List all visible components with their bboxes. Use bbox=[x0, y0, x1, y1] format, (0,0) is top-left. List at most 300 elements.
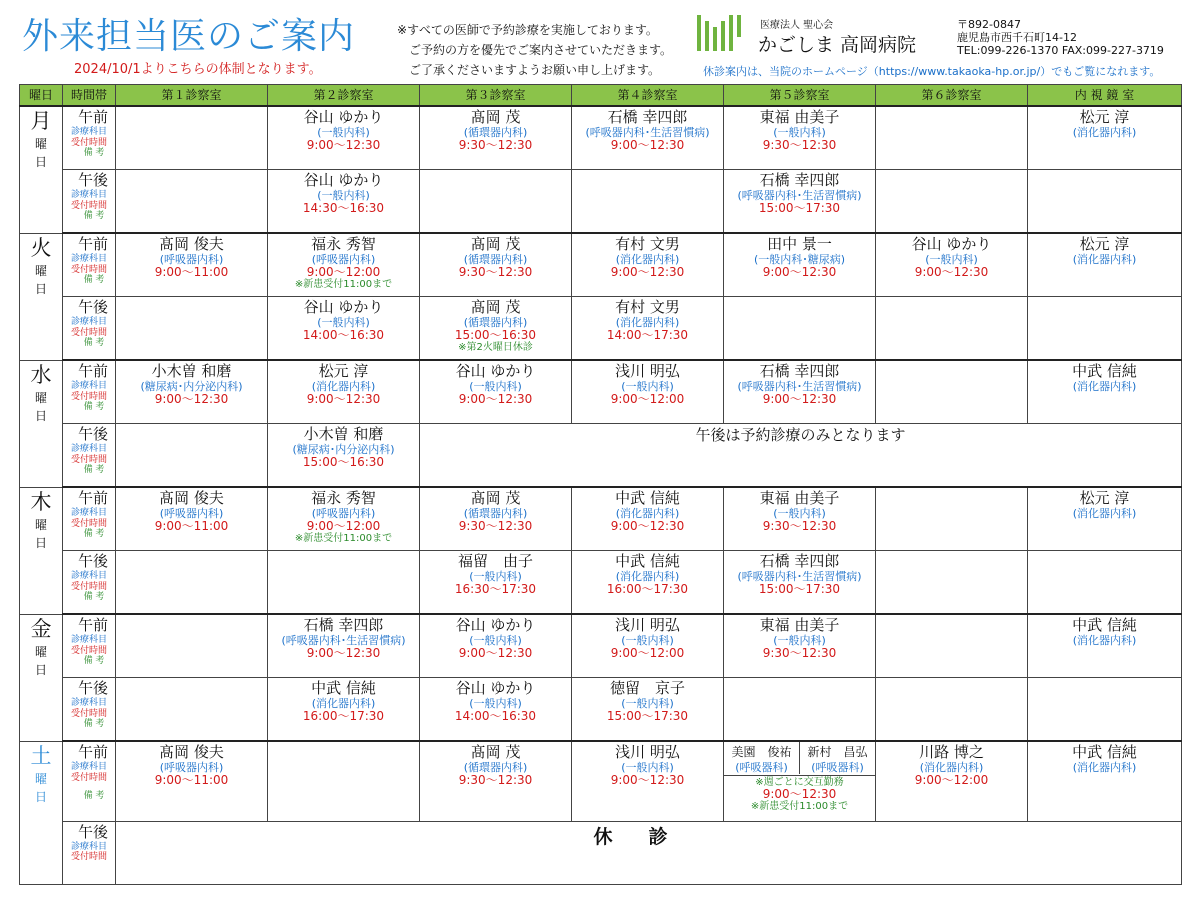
room-cell bbox=[116, 741, 268, 821]
department: (呼吸器内科) bbox=[159, 507, 224, 520]
table-row bbox=[20, 297, 1182, 361]
room-cell bbox=[420, 360, 572, 424]
room-cell bbox=[572, 170, 724, 234]
dept-label: 診療科目 bbox=[70, 571, 107, 581]
doctor-name: 髙岡 茂 bbox=[470, 235, 521, 253]
room-cell bbox=[1028, 551, 1182, 615]
doctor-name: 有村 文男 bbox=[615, 235, 680, 253]
time-label: 受付時間 bbox=[70, 327, 107, 338]
doctor-name: 石橋 幸四郎 bbox=[607, 108, 688, 126]
doctor-name: 谷山 ゆかり bbox=[911, 235, 992, 253]
department: (一般内科) bbox=[621, 380, 674, 393]
slot-label: 午前 bbox=[77, 489, 108, 507]
time-label: 受付時間 bbox=[70, 391, 107, 402]
hours: 9:00～11:00 bbox=[154, 265, 229, 279]
department: (消化器内科) bbox=[1072, 761, 1137, 774]
hours: 9:00～12:30 bbox=[458, 646, 533, 660]
hours: 9:30～12:30 bbox=[458, 265, 533, 279]
shared-details bbox=[724, 775, 875, 812]
hours: 15:00～16:30 bbox=[302, 455, 385, 469]
hospital-name: かごしま 高岡病院 bbox=[758, 34, 917, 56]
hours: 16:00～17:30 bbox=[606, 582, 689, 596]
hours: 9:00～12:30 bbox=[306, 138, 381, 152]
slot-label: 午後 bbox=[77, 171, 108, 189]
table-row bbox=[20, 170, 1182, 234]
doctor-slot bbox=[800, 742, 875, 774]
slot-am bbox=[63, 487, 116, 551]
doctor-name: 浅川 明弘 bbox=[615, 616, 680, 634]
department: (消化器内科) bbox=[919, 761, 984, 774]
department: (循環器内科) bbox=[463, 507, 528, 520]
doctor-name: 髙岡 俊夫 bbox=[159, 235, 224, 253]
room-cell bbox=[116, 551, 268, 615]
hours: 9:00～12:30 bbox=[610, 265, 685, 279]
department: (呼吸器内科･生活習慣病) bbox=[281, 634, 406, 647]
day-suffix: 日 bbox=[34, 155, 47, 169]
remark: ※新患受付11:00まで bbox=[750, 801, 849, 812]
table-row bbox=[20, 614, 1182, 678]
hours: 15:00～16:30 bbox=[454, 328, 537, 342]
doctor-name: 谷山 ゆかり bbox=[455, 362, 536, 380]
note-line: ※すべての医師で予約診療を実施しております。 bbox=[397, 23, 658, 37]
doctor-name: 東福 由美子 bbox=[759, 616, 840, 634]
day-suffix: 日 bbox=[34, 535, 47, 550]
hours: 9:00～12:30 bbox=[458, 392, 533, 406]
room-cell bbox=[116, 424, 268, 488]
note-label: 備 考 bbox=[83, 592, 105, 602]
day-suffix: 曜 bbox=[34, 771, 47, 786]
doctor-name: 新村 昌弘 bbox=[807, 745, 868, 759]
department: (呼吸器内科･生活習慣病) bbox=[737, 570, 862, 583]
hours: 14:00～16:30 bbox=[454, 709, 537, 723]
page-header bbox=[0, 0, 1200, 84]
slot-label: 午後 bbox=[77, 679, 108, 697]
day-suffix: 日 bbox=[34, 408, 47, 423]
department: (循環器内科) bbox=[463, 126, 528, 139]
department: (一般内科) bbox=[773, 126, 826, 139]
hours: 15:00～17:30 bbox=[606, 709, 689, 723]
col-room-4: 第４診察室 bbox=[572, 85, 724, 107]
alternating-doctors bbox=[724, 742, 875, 774]
note-label: 備 考 bbox=[83, 656, 105, 666]
note-label: 備 考 bbox=[83, 719, 105, 729]
effective-date-note: 2024/10/1よりこちらの体制となります。 bbox=[74, 62, 322, 77]
doctor-name: 谷山 ゆかり bbox=[303, 298, 384, 316]
room-cell bbox=[116, 170, 268, 234]
department: (消化器内科) bbox=[1072, 380, 1137, 393]
department: (一般内科) bbox=[773, 507, 826, 520]
hours: 9:00～12:00 bbox=[610, 392, 685, 406]
room-cell bbox=[724, 678, 876, 742]
department: (消化器内科) bbox=[615, 570, 680, 583]
room-cell bbox=[1028, 487, 1182, 551]
room-cell bbox=[268, 678, 420, 742]
room-cell bbox=[572, 614, 724, 678]
doctor-name: 小木曽 和磨 bbox=[151, 362, 232, 380]
day-wednesday bbox=[20, 360, 63, 487]
department: (呼吸器内科) bbox=[159, 253, 224, 266]
table-row bbox=[20, 741, 1182, 821]
room-cell bbox=[268, 424, 420, 488]
doctor-name: 福永 秀智 bbox=[311, 489, 376, 507]
slot-am bbox=[63, 233, 116, 297]
hours: 9:00～12:00 bbox=[306, 519, 381, 533]
department: (消化器内科) bbox=[615, 507, 680, 520]
room-cell bbox=[268, 487, 420, 551]
doctor-name: 川路 博之 bbox=[919, 743, 984, 761]
room-cell bbox=[116, 106, 268, 170]
doctor-name: 谷山 ゆかり bbox=[455, 679, 536, 697]
note-label: 備 考 bbox=[83, 465, 105, 475]
room-cell bbox=[876, 614, 1028, 678]
doctor-name: 松元 淳 bbox=[1079, 108, 1130, 126]
reservation-notes bbox=[397, 20, 672, 80]
doctor-name: 石橋 幸四郎 bbox=[759, 362, 840, 380]
hours: 16:30～17:30 bbox=[454, 582, 537, 596]
closed-message: 休診 bbox=[116, 821, 1182, 884]
time-label: 受付時間 bbox=[70, 264, 107, 275]
hours: 9:00～11:00 bbox=[154, 773, 229, 787]
department: (消化器内科) bbox=[1072, 507, 1137, 520]
department: (一般内科) bbox=[773, 634, 826, 647]
day-tuesday bbox=[20, 233, 63, 360]
slot-label: 午前 bbox=[77, 362, 108, 380]
table-row bbox=[20, 487, 1182, 551]
hospital-logo-icon bbox=[697, 15, 743, 51]
slot-label: 午後 bbox=[77, 822, 108, 841]
dept-label: 診療科目 bbox=[70, 254, 107, 264]
slot-label: 午前 bbox=[77, 743, 108, 761]
day-suffix: 日 bbox=[34, 789, 47, 804]
room-cell bbox=[268, 551, 420, 615]
hours: 9:00～12:30 bbox=[306, 646, 381, 660]
room-cell bbox=[724, 551, 876, 615]
hours: 9:30～12:30 bbox=[762, 519, 837, 533]
department: (一般内科) bbox=[469, 380, 522, 393]
slot-label: 午後 bbox=[77, 298, 108, 316]
hours: 14:30～16:30 bbox=[302, 201, 385, 215]
department: (一般内科) bbox=[621, 697, 674, 710]
note-label: 備 考 bbox=[83, 402, 105, 412]
slot-pm bbox=[63, 424, 116, 488]
room-cell-shared bbox=[724, 741, 876, 821]
department: (消化器内科) bbox=[311, 697, 376, 710]
room-cell bbox=[724, 297, 876, 361]
doctor-name: 髙岡 茂 bbox=[470, 108, 521, 126]
department: (消化器内科) bbox=[1072, 634, 1137, 647]
room-cell bbox=[116, 360, 268, 424]
table-row bbox=[20, 551, 1182, 615]
remark: ※新患受付11:00まで bbox=[294, 533, 393, 544]
room-cell bbox=[268, 360, 420, 424]
doctor-name: 髙岡 茂 bbox=[470, 298, 521, 316]
col-room-2: 第２診察室 bbox=[268, 85, 420, 107]
room-cell bbox=[420, 297, 572, 361]
doctor-name: 田中 景一 bbox=[767, 235, 832, 253]
hours: 14:00～16:30 bbox=[302, 328, 385, 342]
slot-label: 午前 bbox=[77, 616, 108, 634]
department: (消化器内科) bbox=[615, 316, 680, 329]
hours: 9:00～12:30 bbox=[914, 265, 989, 279]
time-label: 受付時間 bbox=[70, 518, 107, 529]
room-cell bbox=[572, 678, 724, 742]
doctor-name: 松元 淳 bbox=[1079, 489, 1130, 507]
slot-am bbox=[63, 360, 116, 424]
doctor-name: 小木曽 和磨 bbox=[303, 425, 384, 443]
day-suffix: 曜 bbox=[34, 390, 47, 405]
room-cell bbox=[876, 360, 1028, 424]
department: (循環器内科) bbox=[463, 316, 528, 329]
doctor-name: 髙岡 俊夫 bbox=[159, 743, 224, 761]
hours: 9:00～11:00 bbox=[154, 519, 229, 533]
remark: ※新患受付11:00まで bbox=[294, 279, 393, 290]
room-cell bbox=[876, 487, 1028, 551]
time-label: 受付時間 bbox=[70, 137, 107, 148]
department: (一般内科) bbox=[925, 253, 978, 266]
hours: 9:00～12:00 bbox=[610, 646, 685, 660]
doctor-name: 髙岡 茂 bbox=[470, 489, 521, 507]
hours: 14:00～17:30 bbox=[606, 328, 689, 342]
room-cell bbox=[1028, 741, 1182, 821]
slot-label: 午後 bbox=[77, 425, 108, 443]
day-suffix: 曜 bbox=[34, 137, 47, 151]
department: (呼吸器内科) bbox=[311, 253, 376, 266]
tel-fax: TEL:099-226-1370 FAX:099-227-3719 bbox=[957, 44, 1164, 57]
col-timeslot: 時間帯 bbox=[63, 85, 116, 107]
doctor-name: 髙岡 茂 bbox=[470, 743, 521, 761]
department: (呼吸器内科) bbox=[311, 507, 376, 520]
doctor-name: 松元 淳 bbox=[318, 362, 369, 380]
hours: 15:00～17:30 bbox=[758, 201, 841, 215]
room-cell bbox=[116, 233, 268, 297]
table-row bbox=[20, 106, 1182, 170]
department: (消化器内科) bbox=[1072, 126, 1137, 139]
room-cell bbox=[420, 487, 572, 551]
page-title: 外来担当医のご案内 bbox=[22, 16, 356, 57]
dept-label: 診療科目 bbox=[70, 381, 107, 391]
note-line: ご予約の方を優先でご案内させていただきます。 bbox=[409, 43, 673, 57]
room-cell bbox=[876, 551, 1028, 615]
department: (呼吸器内科･生活習慣病) bbox=[737, 189, 862, 202]
department: (一般内科) bbox=[469, 634, 522, 647]
hours: 9:00～12:30 bbox=[610, 138, 685, 152]
room-cell bbox=[420, 551, 572, 615]
slot-label: 午後 bbox=[77, 552, 108, 570]
doctor-name: 石橋 幸四郎 bbox=[759, 171, 840, 189]
slot-pm bbox=[63, 678, 116, 742]
room-cell bbox=[1028, 170, 1182, 234]
room-cell bbox=[724, 170, 876, 234]
department: (一般内科) bbox=[621, 761, 674, 774]
day-monday bbox=[20, 106, 63, 233]
department: (糖尿病･内分泌内科) bbox=[140, 380, 243, 393]
room-cell bbox=[724, 106, 876, 170]
note-label: 備 考 bbox=[83, 529, 105, 539]
website-note: 休診案内は、当院のホームページ（https://www.takaoka-hp.or.jp/）でもご覧になれます。 bbox=[703, 65, 1161, 78]
room-cell bbox=[572, 106, 724, 170]
room-cell bbox=[724, 614, 876, 678]
day-suffix: 曜 bbox=[34, 517, 47, 532]
department: (一般内科･糖尿病) bbox=[753, 253, 846, 266]
department: (呼吸器科) bbox=[735, 761, 788, 774]
room-cell bbox=[1028, 233, 1182, 297]
slot-pm bbox=[63, 170, 116, 234]
day-saturday bbox=[20, 741, 63, 884]
hours: 9:00～12:30 bbox=[306, 392, 381, 406]
doctor-name: 中武 信純 bbox=[311, 679, 376, 697]
table-row bbox=[20, 821, 1182, 884]
dept-label: 診療科目 bbox=[70, 190, 107, 200]
doctor-name: 石橋 幸四郎 bbox=[759, 552, 840, 570]
doctor-name: 浅川 明弘 bbox=[615, 743, 680, 761]
col-room-6: 第６診察室 bbox=[876, 85, 1028, 107]
table-row bbox=[20, 678, 1182, 742]
room-cell bbox=[268, 297, 420, 361]
hours: 9:00～12:30 bbox=[762, 392, 837, 406]
contact-block bbox=[957, 18, 1164, 57]
dept-label: 診療科目 bbox=[70, 698, 107, 708]
room-cell bbox=[1028, 614, 1182, 678]
doctor-name: 石橋 幸四郎 bbox=[303, 616, 384, 634]
hours: 9:30～12:30 bbox=[762, 646, 837, 660]
department: (呼吸器内科･生活習慣病) bbox=[737, 380, 862, 393]
col-room-1: 第１診察室 bbox=[116, 85, 268, 107]
room-cell bbox=[876, 741, 1028, 821]
dept-label: 診療科目 bbox=[70, 762, 107, 772]
hours: 9:00～12:00 bbox=[306, 265, 381, 279]
remark: ※第2火曜日休診 bbox=[458, 342, 533, 353]
doctor-name: 有村 文男 bbox=[615, 298, 680, 316]
doctor-name: 谷山 ゆかり bbox=[303, 108, 384, 126]
time-label: 受付時間 bbox=[70, 772, 107, 783]
dept-label: 診療科目 bbox=[70, 317, 107, 327]
room-cell bbox=[1028, 297, 1182, 361]
postal-code: 〒892-0847 bbox=[957, 18, 1021, 31]
doctor-name: 中武 信純 bbox=[615, 552, 680, 570]
room-cell bbox=[572, 741, 724, 821]
hours: 9:30～12:30 bbox=[458, 138, 533, 152]
dept-label: 診療科目 bbox=[70, 635, 107, 645]
room-cell bbox=[724, 360, 876, 424]
doctor-name: 浅川 明弘 bbox=[615, 362, 680, 380]
note-label: 備 考 bbox=[83, 791, 105, 801]
room-cell bbox=[420, 170, 572, 234]
note-label: 備 考 bbox=[83, 211, 105, 221]
slot-am bbox=[63, 106, 116, 170]
dept-label: 診療科目 bbox=[70, 841, 107, 852]
room-cell bbox=[876, 678, 1028, 742]
time-label: 受付時間 bbox=[70, 200, 107, 211]
room-cell bbox=[1028, 678, 1182, 742]
room-cell bbox=[724, 487, 876, 551]
doctor-name: 美園 俊祐 bbox=[731, 745, 792, 759]
room-cell bbox=[268, 741, 420, 821]
department: (消化器内科) bbox=[615, 253, 680, 266]
day-kanji: 土 bbox=[30, 743, 52, 768]
time-label: 受付時間 bbox=[70, 852, 107, 862]
doctor-name: 松元 淳 bbox=[1079, 235, 1130, 253]
room-cell bbox=[572, 487, 724, 551]
room-cell bbox=[420, 678, 572, 742]
hours: 9:00～12:30 bbox=[154, 392, 229, 406]
department: (一般内科) bbox=[317, 126, 370, 139]
room-cell bbox=[268, 233, 420, 297]
room-cell bbox=[876, 170, 1028, 234]
col-room-3: 第３診察室 bbox=[420, 85, 572, 107]
room-cell bbox=[268, 106, 420, 170]
department: (一般内科) bbox=[469, 570, 522, 583]
room-cell bbox=[116, 678, 268, 742]
room-cell bbox=[268, 170, 420, 234]
department: (循環器内科) bbox=[463, 761, 528, 774]
department: (消化器内科) bbox=[311, 380, 376, 393]
day-kanji: 木 bbox=[30, 489, 52, 514]
doctor-name: 東福 由美子 bbox=[759, 108, 840, 126]
department: (循環器内科) bbox=[463, 253, 528, 266]
slot-pm bbox=[63, 821, 116, 884]
table-row bbox=[20, 424, 1182, 488]
time-label: 受付時間 bbox=[70, 708, 107, 719]
room-cell bbox=[420, 614, 572, 678]
hours: 9:00～12:30 bbox=[762, 787, 837, 801]
day-thursday bbox=[20, 487, 63, 614]
slot-pm bbox=[63, 551, 116, 615]
day-suffix: 曜 bbox=[34, 644, 47, 659]
note-line: ご了承くださいますようお願い申し上げます。 bbox=[409, 63, 661, 77]
room-cell bbox=[420, 233, 572, 297]
slot-label: 午前 bbox=[77, 108, 108, 126]
room-cell bbox=[420, 741, 572, 821]
room-cell bbox=[876, 106, 1028, 170]
doctor-name: 髙岡 俊夫 bbox=[159, 489, 224, 507]
note-label: 備 考 bbox=[83, 275, 105, 285]
doctor-name: 中武 信純 bbox=[615, 489, 680, 507]
doctor-name: 谷山 ゆかり bbox=[303, 171, 384, 189]
day-suffix: 日 bbox=[34, 281, 47, 296]
time-label: 受付時間 bbox=[70, 645, 107, 656]
dept-label: 診療科目 bbox=[70, 444, 107, 454]
col-endoscopy: 内 視 鏡 室 bbox=[1028, 85, 1182, 107]
department: (一般内科) bbox=[317, 189, 370, 202]
room-cell bbox=[1028, 106, 1182, 170]
room-cell bbox=[876, 297, 1028, 361]
hours: 9:30～12:30 bbox=[458, 773, 533, 787]
slot-label: 午前 bbox=[77, 235, 108, 253]
note-label: 備 考 bbox=[83, 338, 105, 348]
department: (呼吸器内科･生活習慣病) bbox=[585, 126, 710, 139]
remark: ※週ごとに交互勤務 bbox=[755, 777, 844, 788]
doctor-name: 中武 信純 bbox=[1072, 616, 1137, 634]
room-cell bbox=[724, 233, 876, 297]
room-cell bbox=[116, 487, 268, 551]
reservation-only-message: 午後は予約診療のみとなります bbox=[420, 424, 1182, 488]
doctor-name: 谷山 ゆかり bbox=[455, 616, 536, 634]
hours: 9:00～12:30 bbox=[610, 773, 685, 787]
table-row bbox=[20, 233, 1182, 297]
department: (一般内科) bbox=[317, 316, 370, 329]
day-kanji: 金 bbox=[30, 616, 52, 641]
hours: 16:00～17:30 bbox=[302, 709, 385, 723]
doctor-name: 福留 由子 bbox=[457, 552, 533, 570]
day-kanji: 火 bbox=[30, 235, 52, 260]
room-cell bbox=[116, 297, 268, 361]
hours: 9:30～12:30 bbox=[762, 138, 837, 152]
department: (呼吸器内科) bbox=[159, 761, 224, 774]
table-row bbox=[20, 360, 1182, 424]
org-name: 医療法人 聖心会 bbox=[760, 20, 834, 31]
day-suffix: 日 bbox=[34, 662, 47, 677]
slot-am bbox=[63, 741, 116, 821]
